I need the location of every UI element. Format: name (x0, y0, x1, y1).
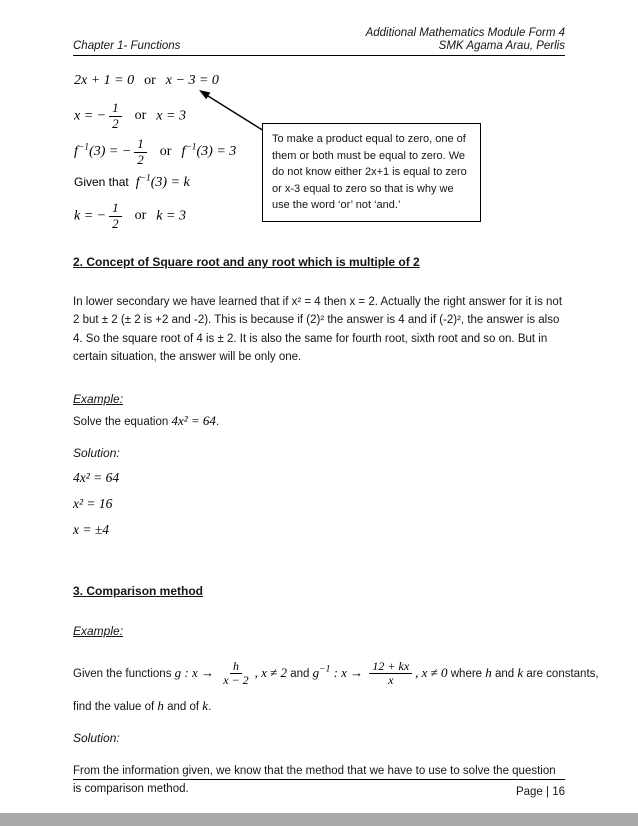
solve-prefix: Solve the equation (73, 415, 169, 428)
solution-step: 4x² = 64 (73, 469, 120, 485)
fraction-one-half (134, 137, 147, 167)
find-value-line (73, 698, 565, 714)
given-prefix: Given the functions (73, 667, 172, 680)
solution-step: x² = 16 (73, 495, 113, 511)
fraction-denominator: x (388, 673, 394, 688)
solve-period: . (215, 415, 220, 428)
eq1-right: x − 3 = 0 (165, 73, 219, 88)
fraction-numerator: 1 (109, 101, 122, 117)
header-row (73, 40, 565, 52)
chapter-title: Chapter 1- Functions (73, 40, 181, 52)
f-inverse-right (181, 144, 236, 159)
or-word: or (144, 73, 156, 88)
section-3-heading: 3. Comparison method (73, 583, 204, 598)
or-word: or (134, 108, 147, 124)
eq3-right: (3) = 3 (196, 144, 237, 160)
variable-k: k (517, 664, 524, 680)
module-title: Additional Mathematics Module Form 4 (365, 27, 565, 39)
school-name: SMK Agama Arau, Perlis (438, 40, 565, 52)
variable-h: h (157, 697, 164, 713)
eq2-pre: x = − (74, 108, 107, 124)
fraction-h-over-x-minus-2 (220, 660, 251, 688)
period: . (208, 700, 212, 713)
fraction-one-half (109, 101, 122, 131)
inverse-exponent: −1 (185, 142, 197, 153)
or-word: or (159, 144, 172, 160)
fraction-denominator: 2 (112, 215, 119, 231)
example-label: Example: (73, 391, 124, 406)
eq5-pre: k = − (74, 208, 107, 224)
eq3-mid: (3) = − (89, 144, 132, 160)
fraction-denominator: x − 2 (223, 673, 249, 688)
given-rest: (3) = k (150, 174, 190, 190)
page-number: Page | 16 (515, 786, 565, 798)
solution-label: Solution: (73, 730, 120, 745)
f-symbol: f (181, 144, 186, 160)
fraction-numerator: h (230, 660, 242, 674)
solve-equation-line (73, 413, 565, 429)
fraction-denominator: 2 (137, 151, 144, 167)
fraction-numerator: 1 (109, 201, 122, 217)
constants-text: are constants, (526, 667, 599, 680)
eq2-right: x = 3 (156, 108, 186, 124)
given-math (136, 175, 190, 190)
g-condition: , x ≠ 2 (254, 664, 288, 680)
closing-paragraph: From the information given, we know that the method that we have to use to solve the question is comparison method. (73, 764, 556, 796)
f-symbol: f (135, 174, 140, 190)
inverse-exponent: −1 (139, 173, 151, 184)
solve-math: 4x² = 64 (171, 412, 216, 428)
and-word: and (494, 667, 515, 680)
fraction-numerator: 12 + kx (369, 660, 412, 674)
section-2-paragraph: In lower secondary we have learned that if x² = 4 then x = 2. Actually the right answer for it is not 2 but ± 2 (± 2 is +2 and -2). This is because if (2)² the answer is 4 and if (-2)², the answer is also 4. So the square root of 4 is ± 2. It is also the same for fourth root, sixth root and so on. But in certain situation, the answer will be only one. (73, 296, 563, 363)
fraction-12-plus-kx-over-x (369, 660, 412, 688)
callout-text: To make a product equal to zero, one of them or both must be equal to zero. We do not know either 2x+1 is equal to zero or x-3 equal to zero so that is why we use the word ‘or’ not ‘and.’ (272, 133, 467, 211)
variable-k: k (202, 697, 209, 713)
page-footer (73, 779, 565, 798)
or-word: or (134, 208, 147, 224)
f-symbol: f (74, 144, 78, 160)
main-content (73, 255, 599, 798)
g-symbol: g (312, 664, 320, 680)
solution-label: Solution: (73, 445, 120, 460)
fraction-numerator: 1 (134, 137, 147, 153)
g-inverse-map (313, 665, 364, 680)
and-word: and (290, 667, 310, 680)
g-inverse-condition: , x ≠ 0 (415, 664, 448, 680)
where-word: where (450, 667, 483, 680)
eq1-left: 2x + 1 = 0 (74, 73, 135, 88)
solution-step: x = ±4 (73, 521, 110, 537)
inverse-exponent: −1 (77, 142, 90, 153)
given-label: Given that (74, 174, 129, 189)
fraction-denominator: 2 (112, 115, 119, 131)
inverse-exponent: −1 (319, 664, 331, 675)
and-of-text: and of (167, 700, 200, 713)
variable-h: h (485, 664, 492, 680)
header-rule (73, 55, 565, 56)
g-function-map: g : x → (174, 664, 215, 680)
page-header (0, 0, 638, 56)
fraction-one-half (109, 201, 122, 231)
callout-arrow (188, 82, 272, 138)
section-2-heading: 2. Concept of Square root and any root which is multiple of 2 (73, 255, 420, 270)
g-inverse-rest: : x → (333, 664, 364, 680)
equation-factors-zero (74, 73, 638, 93)
example-label: Example: (73, 623, 124, 638)
given-functions-line (73, 658, 599, 688)
eq5-right: k = 3 (156, 208, 186, 224)
find-text: find the value of (73, 700, 155, 713)
f-inverse-left (74, 144, 131, 159)
callout-note-box (262, 123, 481, 222)
